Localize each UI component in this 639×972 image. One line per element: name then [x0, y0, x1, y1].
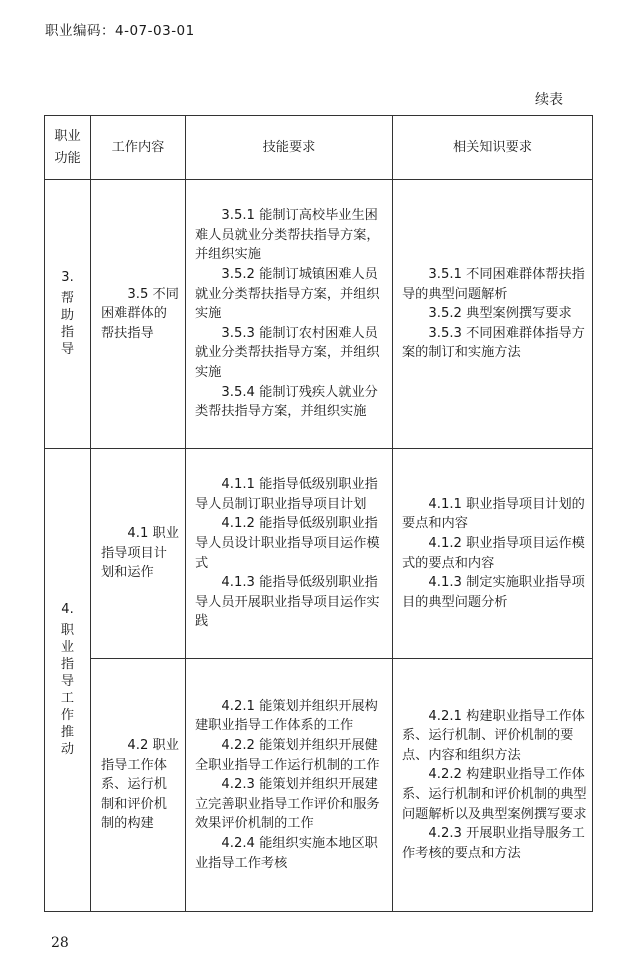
knowledge-cell [393, 449, 593, 659]
skills-cell [186, 659, 393, 912]
skill-item: 4.2.4 能组织实施本地区职业指导工作考核 [195, 835, 378, 871]
table-row [45, 659, 593, 912]
knowledge-cell [393, 180, 593, 449]
function-name-char: 指 [60, 325, 75, 340]
continued-table-label: 续表 [535, 92, 563, 108]
function-name-char: 作 [60, 708, 75, 723]
knowledge-item: 4.2.2 构建职业指导工作体系、运行机制和评价机制的典型问题解析以及典型案例撰写要求 [402, 767, 587, 822]
function-name-char: 推 [60, 725, 75, 740]
skill-item: 4.1.3 能指导低级别职业指导人员开展职业指导项目运作实践 [195, 575, 380, 630]
knowledge-item: 4.2.3 开展职业指导服务工作考核的要点和方法 [402, 826, 585, 861]
page-number: 28 [51, 935, 69, 951]
function-name-char: 职 [60, 623, 75, 638]
function-cell [45, 180, 91, 449]
content-cell [91, 180, 186, 449]
function-name-char: 帮 [60, 291, 75, 306]
function-number: 3. [61, 270, 74, 286]
function-name [61, 290, 74, 358]
occupation-code: 职业编码：4-07-03-01 [45, 23, 195, 39]
skill-item: 4.2.1 能策划并组织开展构建职业指导工作体系的工作 [195, 698, 378, 734]
function-name-char: 工 [60, 691, 75, 706]
skill-item: 3.5.3 能制订农村困难人员就业分类帮扶指导方案，并组织实施 [195, 325, 380, 380]
knowledge-item: 4.1.3 制定实施职业指导项目的典型问题分析 [402, 575, 585, 610]
table-row [45, 449, 593, 659]
skill-item: 4.1.2 能指导低级别职业指导人员设计职业指导项目运作模式 [195, 516, 380, 571]
skill-item: 4.2.2 能策划并组织开展健全职业指导工作运行机制的工作 [195, 738, 380, 773]
knowledge-item: 3.5.3 不同困难群体指导方案的制订和实施方法 [402, 325, 585, 361]
table-header-row [45, 116, 593, 180]
skill-item: 3.5.2 能制订城镇困难人员就业分类帮扶指导方案，并组织实施 [195, 267, 380, 322]
function-name [61, 622, 74, 758]
header-content: 工作内容 [91, 116, 186, 180]
function-cell [45, 449, 91, 912]
header-knowledge: 相关知识要求 [393, 116, 593, 180]
knowledge-item: 4.1.1 职业指导项目计划的要点和内容 [402, 496, 585, 532]
skills-cell [186, 449, 393, 659]
function-name-char: 导 [60, 674, 75, 689]
skills-standard-table [44, 115, 593, 912]
skill-item: 4.2.3 能策划并组织开展建立完善职业指导工作评价和服务效果评价机制的工作 [195, 777, 380, 832]
header-skills: 技能要求 [186, 116, 393, 180]
content-cell [91, 659, 186, 912]
function-name-char: 业 [60, 640, 75, 655]
skills-cell [186, 180, 393, 449]
knowledge-cell [393, 659, 593, 912]
knowledge-item: 4.1.2 职业指导项目运作模式的要点和内容 [402, 535, 585, 571]
table-row [45, 180, 593, 449]
knowledge-item: 4.2.1 构建职业指导工作体系、运行机制、评价机制的要点、内容和组织方法 [402, 708, 585, 763]
function-number: 4. [61, 602, 74, 618]
function-name-char: 指 [60, 657, 75, 672]
knowledge-item: 3.5.2 典型案例撰写要求 [428, 306, 572, 322]
content-text: 4.1 职业指导项目计划和运作 [101, 526, 179, 581]
skill-item: 4.1.1 能指导低级别职业指导人员制订职业指导项目计划 [195, 477, 378, 512]
skill-item: 3.5.1 能制订高校毕业生困难人员就业分类帮扶指导方案，并组织实施 [195, 208, 380, 263]
function-name-char: 助 [60, 308, 75, 323]
content-text: 4.2 职业指导工作体系、运行机制和评价机制的构建 [101, 738, 179, 832]
function-name-char: 动 [60, 742, 75, 757]
content-text: 3.5 不同困难群体的帮扶指导 [101, 286, 179, 341]
header-function: 职业功能 [45, 116, 91, 180]
content-cell [91, 449, 186, 659]
skill-item: 3.5.4 能制订残疾人就业分类帮扶指导方案，并组织实施 [195, 384, 378, 420]
knowledge-item: 3.5.1 不同困难群体帮扶指导的典型问题解析 [402, 267, 585, 302]
function-name-char: 导 [60, 342, 75, 357]
